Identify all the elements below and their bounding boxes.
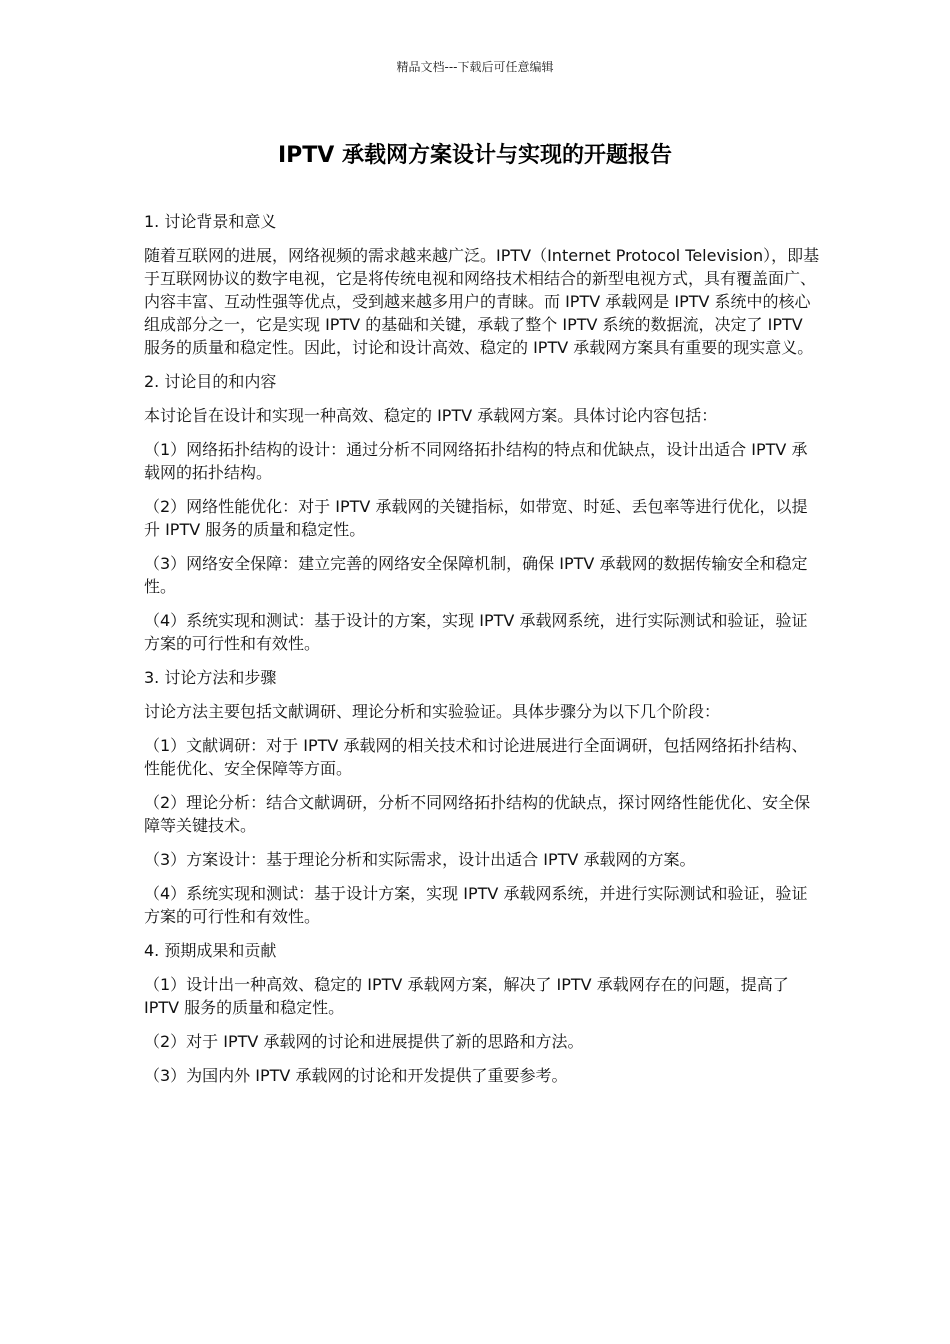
list-item-literature-review: （1）文献调研：对于 IPTV 承载网的相关技术和讨论进展进行全面调研，包括网络拓扑结构、性能优化、安全保障等方面。 <box>144 736 808 778</box>
section-heading-methods: 3. 讨论方法和步骤 <box>144 668 277 687</box>
document-body <box>144 210 820 1098</box>
list-item-topology-design: （1）网络拓扑结构的设计：通过分析不同网络拓扑结构的特点和优缺点，设计出适合 IPTV 承载网的拓扑结构。 <box>144 440 808 482</box>
document-title: IPTV 承载网方案设计与实现的开题报告 <box>277 143 672 168</box>
list-item-outcome-scheme: （1）设计出一种高效、稳定的 IPTV 承载网方案，解决了 IPTV 承载网存在的问题，提高了 IPTV 服务的质量和稳定性。 <box>144 975 789 1017</box>
page-header-note: 精品文档---下载后可任意编辑 <box>396 60 554 74</box>
paragraph-methods-intro: 讨论方法主要包括文献调研、理论分析和实验验证。具体步骤分为以下几个阶段： <box>144 702 721 721</box>
paragraph-background: 随着互联网的进展，网络视频的需求越来越广泛。IPTV（Internet Protocol Television），即基于互联网协议的数字电视，它是将传统电视和网络技术相结合的新型电视方式，具有覆盖面广、内容丰富、互动性强等优点，受到越来越多用户的青睐。而 IPTV 承载网是 IPTV 系统中的核心组成部分之一，它是实现 IPTV 的基础和关键，承载了整个 IPTV 系统的数据流，决定了 IPTV 服务的质量和稳定性。因此，讨论和设计高效、稳定的 IPTV 承载网方案具有重要的现实意义。 <box>144 246 820 357</box>
list-item-system-implementation: （4）系统实现和测试：基于设计方案，实现 IPTV 承载网系统，并进行实际测试和验证，验证方案的可行性和有效性。 <box>144 884 808 926</box>
list-item-performance-optimization: （2）网络性能优化：对于 IPTV 承载网的关键指标，如带宽、时延、丢包率等进行优化，以提升 IPTV 服务的质量和稳定性。 <box>144 497 808 539</box>
section-heading-background: 1. 讨论背景和意义 <box>144 212 277 231</box>
list-item-implementation-testing: （4）系统实现和测试：基于设计的方案，实现 IPTV 承载网系统，进行实际测试和验证，验证方案的可行性和有效性。 <box>144 611 808 653</box>
list-item-scheme-design: （3）方案设计：基于理论分析和实际需求，设计出适合 IPTV 承载网的方案。 <box>144 850 696 869</box>
paragraph-objectives-intro: 本讨论旨在设计和实现一种高效、稳定的 IPTV 承载网方案。具体讨论内容包括： <box>144 406 718 425</box>
list-item-outcome-reference: （3）为国内外 IPTV 承载网的讨论和开发提供了重要参考。 <box>144 1066 568 1085</box>
section-heading-objectives: 2. 讨论目的和内容 <box>144 372 277 391</box>
list-item-security-assurance: （3）网络安全保障：建立完善的网络安全保障机制，确保 IPTV 承载网的数据传输安全和稳定性。 <box>144 554 808 596</box>
list-item-theoretical-analysis: （2）理论分析：结合文献调研，分析不同网络拓扑结构的优缺点，探讨网络性能优化、安全保障等关键技术。 <box>144 793 811 835</box>
list-item-outcome-new-ideas: （2）对于 IPTV 承载网的讨论和进展提供了新的思路和方法。 <box>144 1032 584 1051</box>
section-heading-outcomes: 4. 预期成果和贡献 <box>144 941 277 960</box>
